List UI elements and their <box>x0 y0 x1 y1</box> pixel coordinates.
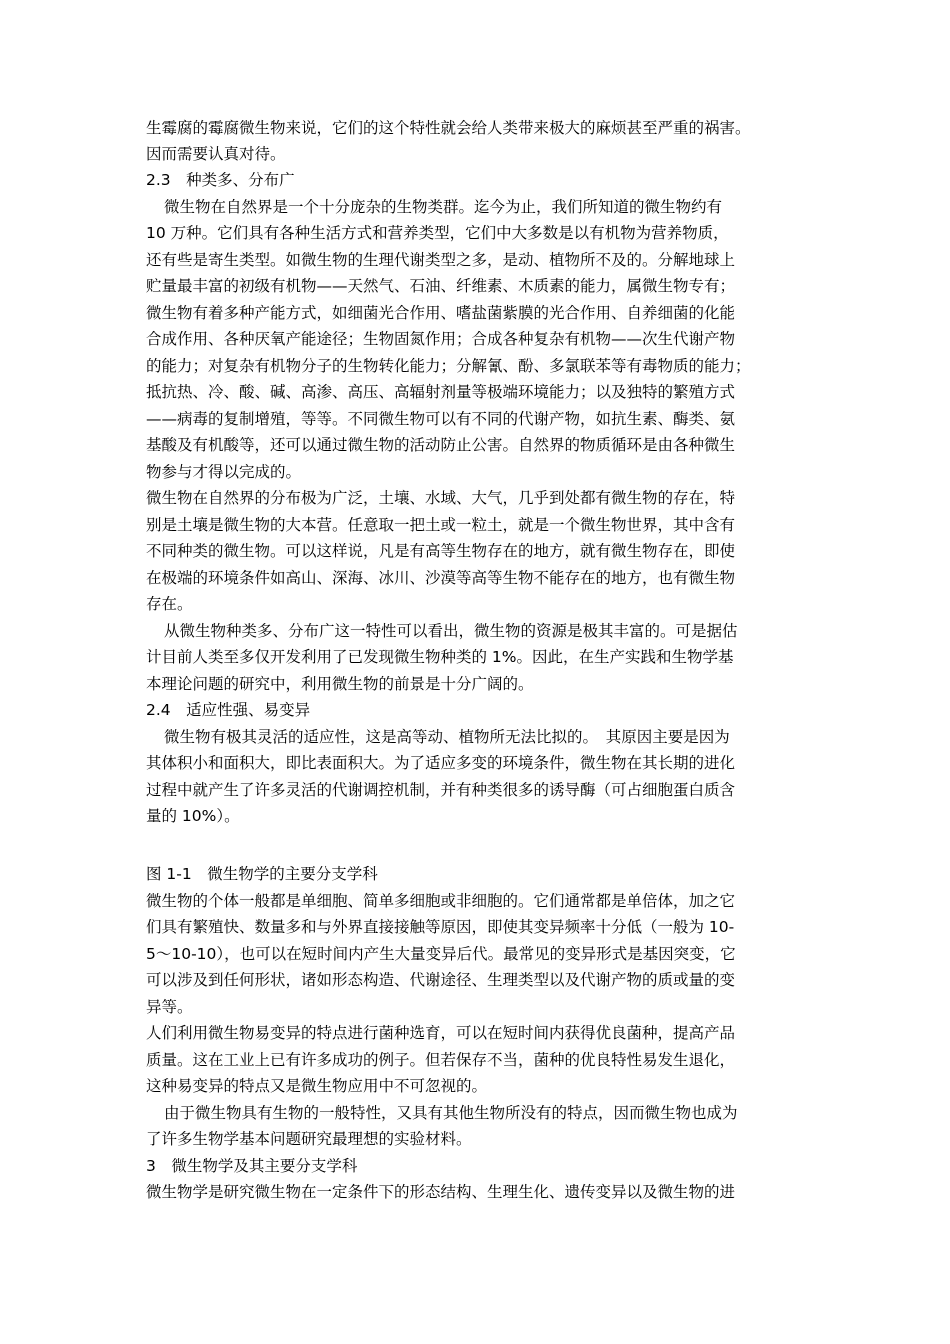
text-line: 由于微生物具有生物的一般特性，又具有其他生物所没有的特点，因而微生物也成为 <box>164 1104 738 1122</box>
figure-caption: 图 1-1 微生物学的主要分支学科 <box>146 865 378 883</box>
text-line: 基酸及有机酸等，还可以通过微生物的活动防止公害。自然界的物质循环是由各种微生 <box>146 436 736 454</box>
text-line: 微生物有着多种产能方式，如细菌光合作用、嗜盐菌紫膜的光合作用、自养细菌的化能 <box>146 304 736 322</box>
text-line: 抵抗热、冷、酸、碱、高渗、高压、高辐射剂量等极端环境能力；以及独特的繁殖方式 <box>146 383 736 401</box>
section-heading: 2.4 适应性强、易变异 <box>146 701 311 719</box>
text-line: 量的 10%）。 <box>146 807 240 825</box>
text-line: 5～10-10），也可以在短时间内产生大量变异后代。最常见的变异形式是基因突变，它 <box>146 945 736 963</box>
text-line: 微生物在自然界的分布极为广泛，土壤、水域、大气，几乎到处都有微生物的存在，特 <box>146 489 736 507</box>
text-line: 可以涉及到任何形状，诸如形态构造、代谢途径、生理类型以及代谢产物的质或量的变 <box>146 971 736 989</box>
text-line: 生霉腐的霉腐微生物来说，它们的这个特性就会给人类带来极大的麻烦甚至严重的祸害。 <box>146 119 751 137</box>
text-line: 合成作用、各种厌氧产能途径；生物固氮作用；合成各种复杂有机物——次生代谢产物 <box>146 330 736 348</box>
text-line: 了许多生物学基本问题研究最理想的实验材料。 <box>146 1130 472 1148</box>
text-line: 10 万种。它们具有各种生活方式和营养类型，它们中大多数是以有机物为营养物质， <box>146 224 729 242</box>
text-line: 人们利用微生物易变异的特点进行菌种选育，可以在短时间内获得优良菌种，提高产品 <box>146 1024 736 1042</box>
section-heading: 2.3 种类多、分布广 <box>146 171 295 189</box>
text-line: 的能力；对复杂有机物分子的生物转化能力；分解氰、酚、多氯联苯等有毒物质的能力； <box>146 357 751 375</box>
text-line: 贮量最丰富的初级有机物——天然气、石油、纤维素、木质素的能力，属微生物专有； <box>146 277 736 295</box>
text-line: 别是土壤是微生物的大本营。任意取一把土或一粒土，就是一个微生物世界，其中含有 <box>146 516 736 534</box>
text-line: 微生物在自然界是一个十分庞杂的生物类群。迄今为止，我们所知道的微生物约有 <box>164 198 723 216</box>
text-line: 其体积小和面积大，即比表面积大。为了适应多变的环境条件，微生物在其长期的进化 <box>146 754 736 772</box>
text-line: 因而需要认真对待。 <box>146 145 286 163</box>
text-line: 这种易变异的特点又是微生物应用中不可忽视的。 <box>146 1077 488 1095</box>
text-line: 计目前人类至多仅开发利用了已发现微生物种类的 1%。因此，在生产实践和生物学基 <box>146 648 734 666</box>
text-line: 从微生物种类多、分布广这一特性可以看出，微生物的资源是极其丰富的。可是据估 <box>164 622 738 640</box>
text-line: 微生物的个体一般都是单细胞、简单多细胞或非细胞的。它们通常都是单倍体，加之它 <box>146 892 736 910</box>
text-line: 存在。 <box>146 595 193 613</box>
text-line: 微生物学是研究微生物在一定条件下的形态结构、生理生化、遗传变异以及微生物的进 <box>146 1183 736 1201</box>
text-line: 过程中就产生了许多灵活的代谢调控机制，并有种类很多的诱导酶（可占细胞蛋白质含 <box>146 781 736 799</box>
text-line: ——病毒的复制增殖，等等。不同微生物可以有不同的代谢产物，如抗生素、酶类、氨 <box>146 410 736 428</box>
text-line: 物参与才得以完成的。 <box>146 463 302 481</box>
text-line: 还有些是寄生类型。如微生物的生理代谢类型之多，是动、植物所不及的。分解地球上 <box>146 251 736 269</box>
text-line: 本理论问题的研究中，利用微生物的前景是十分广阔的。 <box>146 675 534 693</box>
text-line: 质量。这在工业上已有许多成功的例子。但若保存不当，菌种的优良特性易发生退化， <box>146 1051 736 1069</box>
text-line: 不同种类的微生物。可以这样说，凡是有高等生物存在的地方，就有微生物存在，即使 <box>146 542 736 560</box>
text-line: 在极端的环境条件如高山、深海、冰川、沙漠等高等生物不能存在的地方，也有微生物 <box>146 569 736 587</box>
text-line: 微生物有极其灵活的适应性，这是高等动、植物所无法比拟的。 其原因主要是因为 <box>164 728 730 746</box>
section-heading: 3 微生物学及其主要分支学科 <box>146 1157 358 1175</box>
text-line: 们具有繁殖快、数量多和与外界直接接触等原因，即使其变异频率十分低（一般为 10- <box>146 918 735 936</box>
text-line: 异等。 <box>146 998 193 1016</box>
